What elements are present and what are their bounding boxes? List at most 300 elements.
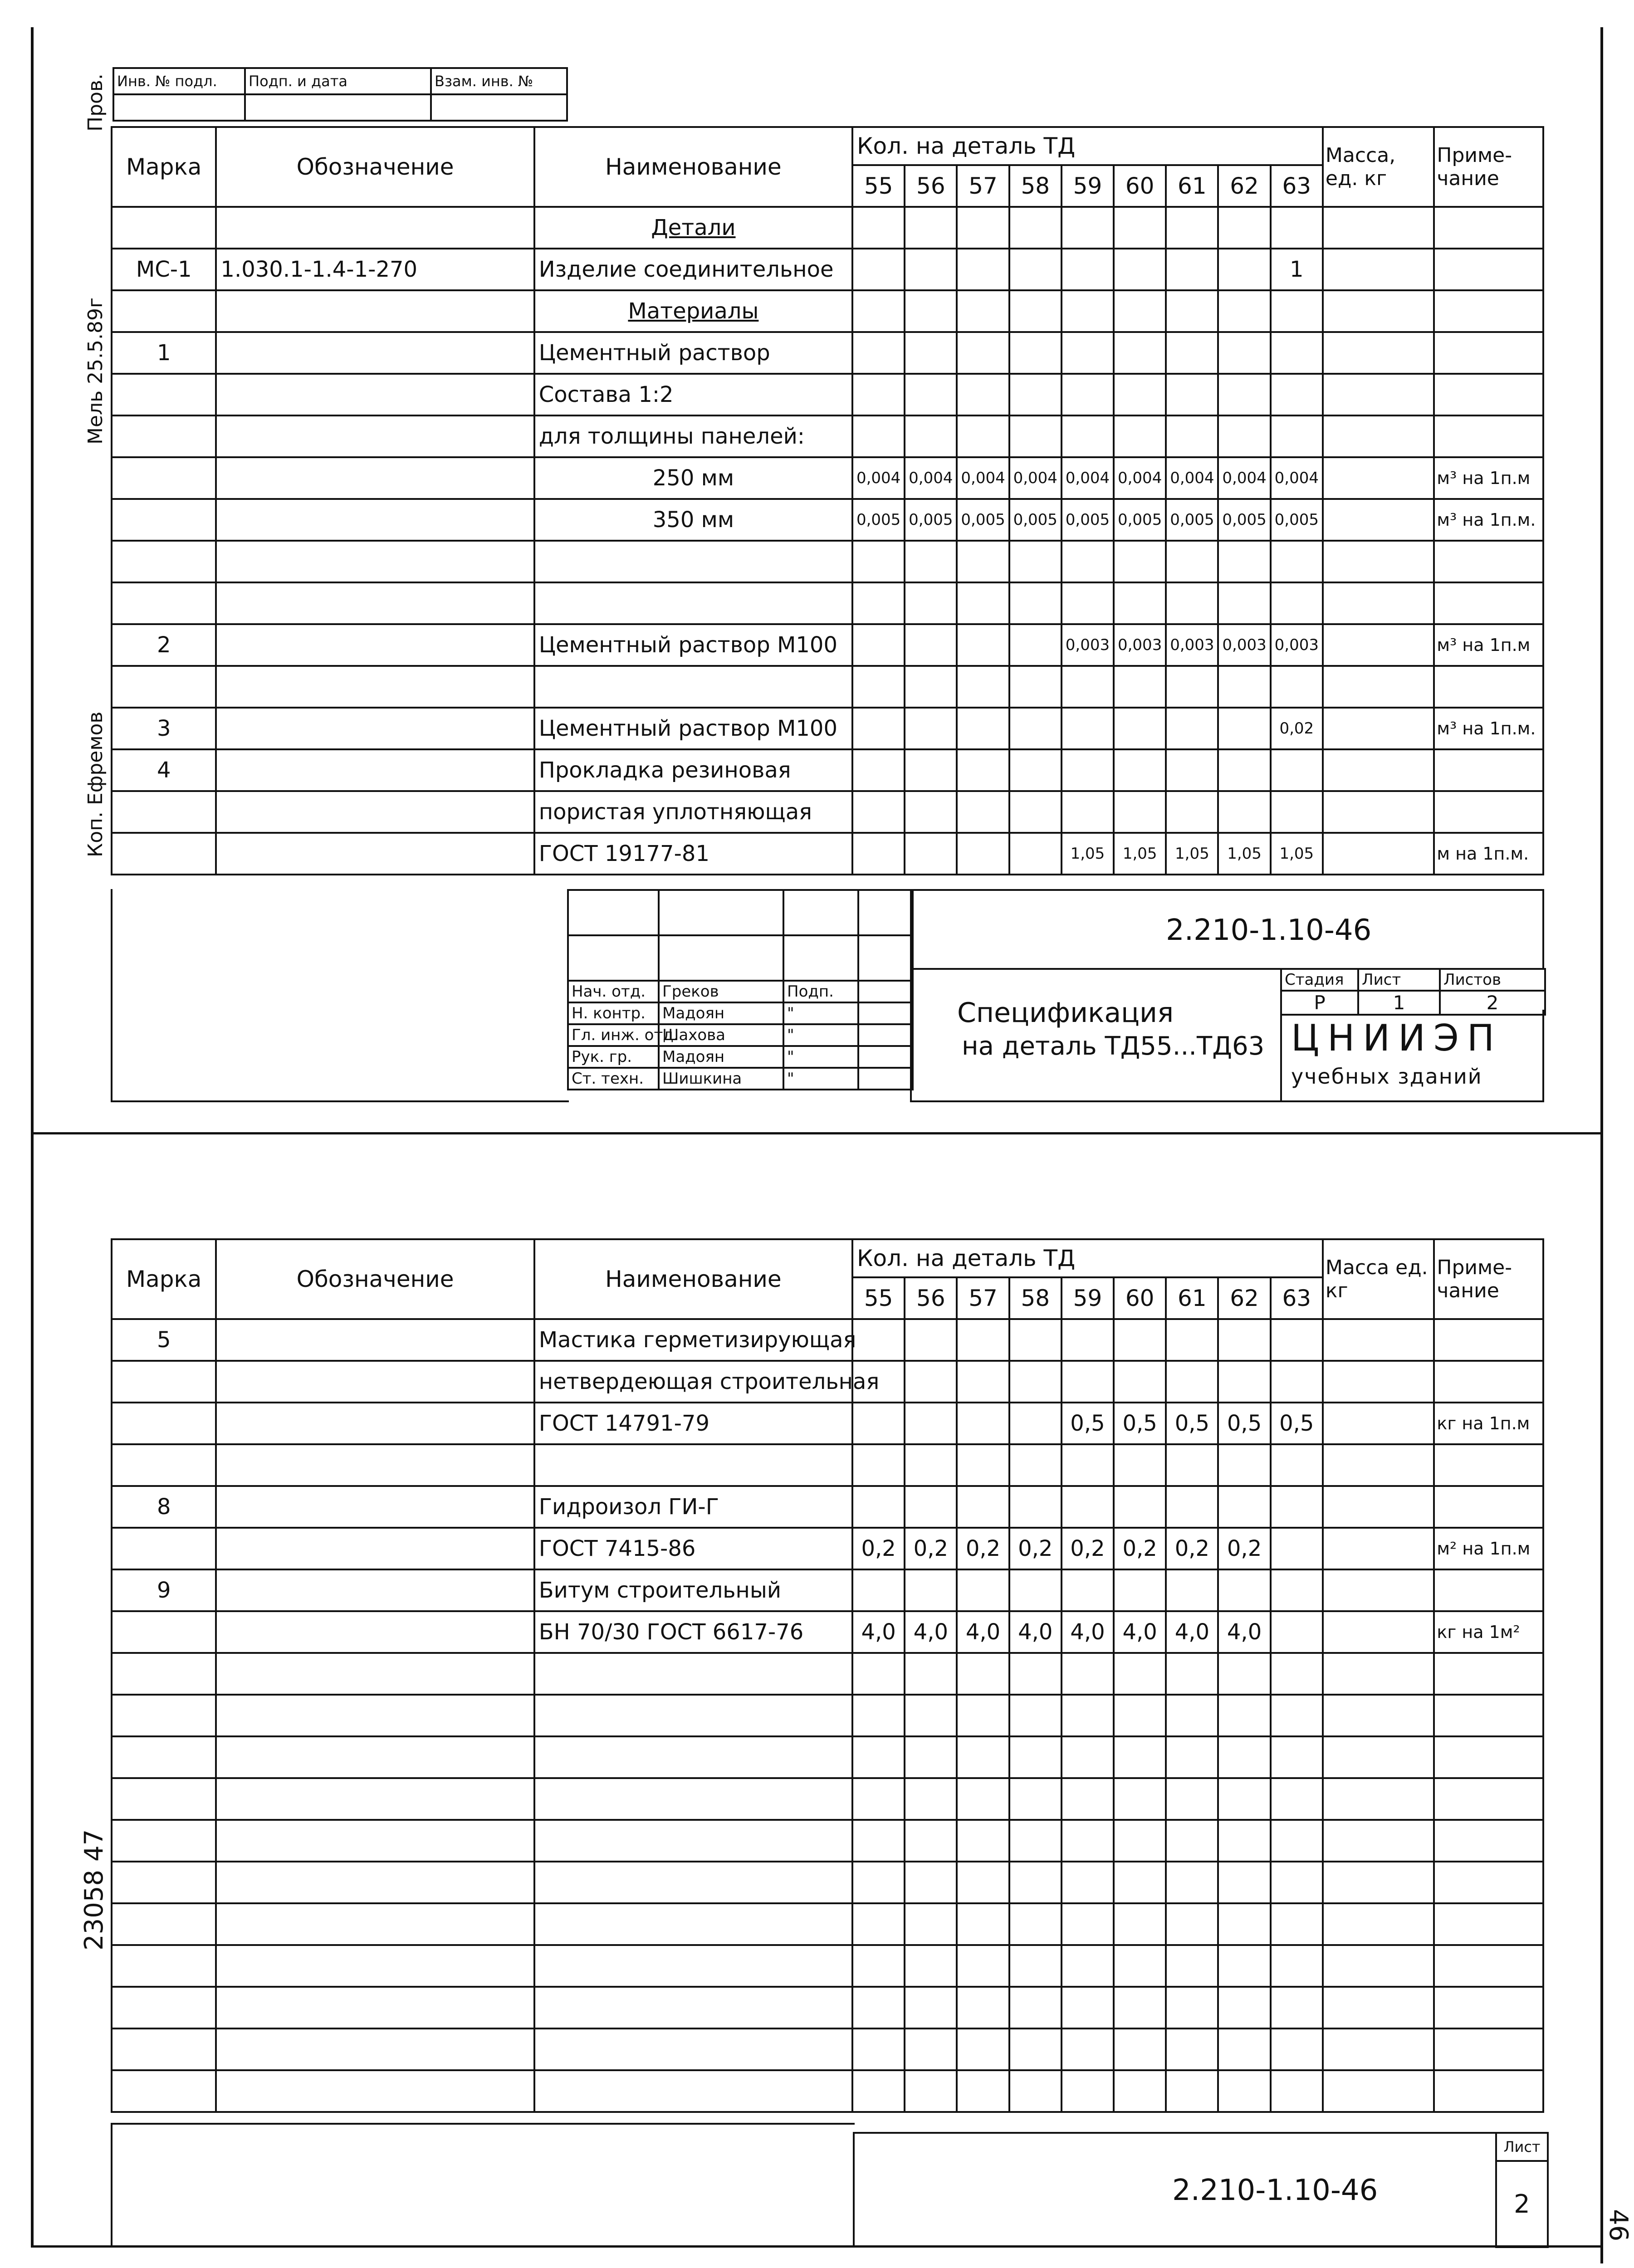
row-qty [1114, 582, 1166, 624]
row-qty [957, 290, 1009, 332]
row-prim: м³ на 1п.м [1434, 457, 1543, 499]
row-qty [905, 749, 957, 791]
stamp-cell [783, 935, 858, 981]
row-qty: 4,0 [905, 1611, 957, 1653]
row-marka [112, 541, 216, 582]
row-prim: м³ на 1п.м. [1434, 499, 1543, 541]
row-qty [905, 1903, 957, 1945]
row-massa [1323, 624, 1434, 666]
row-marka: 9 [112, 1569, 216, 1611]
table-row [112, 791, 1543, 833]
row-prim [1434, 1444, 1543, 1486]
row-naim: Детали [534, 207, 852, 249]
row-qty [905, 1820, 957, 1862]
row-qty [1114, 1862, 1166, 1903]
row-naim [534, 1736, 852, 1778]
header-col-td63: 63 [1271, 165, 1323, 207]
frame-left-line-lower [31, 1132, 34, 2247]
row-qty [1114, 2070, 1166, 2112]
row-qty: 0,005 [1114, 499, 1166, 541]
signer-role: Рук. гр. [568, 1046, 659, 1068]
row-qty [957, 1736, 1009, 1778]
header-marka: Марка [112, 127, 216, 207]
row-marka [112, 1653, 216, 1695]
row-qty [1009, 207, 1062, 249]
row-qty [1062, 1569, 1114, 1611]
row-prim [1434, 1778, 1543, 1820]
row-qty [1114, 1444, 1166, 1486]
row-qty [1271, 332, 1323, 374]
row-naim [534, 1945, 852, 1987]
row-qty [1218, 1945, 1270, 1987]
row-qty: 0,004 [957, 457, 1009, 499]
row-qty [852, 1945, 905, 1987]
row-prim [1434, 1736, 1543, 1778]
row-qty [1009, 1486, 1062, 1528]
sheet1-org-box [1280, 1010, 1544, 1102]
side-label-kop: Коп. Ефремов [84, 711, 107, 857]
row-qty: 0,2 [905, 1528, 957, 1569]
table-row [112, 2028, 1543, 2070]
row-marka: 8 [112, 1486, 216, 1528]
row-qty [1166, 1444, 1218, 1486]
row-qty: 0,2 [852, 1528, 905, 1569]
row-massa [1323, 708, 1434, 749]
row-naim: Мастика герметизирующая [534, 1319, 852, 1361]
row-qty [1009, 1695, 1062, 1736]
row-oboz [216, 1444, 534, 1486]
row-qty [1218, 1319, 1270, 1361]
row-qty: 0,004 [1062, 457, 1114, 499]
row-qty: 0,004 [1166, 457, 1218, 499]
top-stamp-cell [245, 94, 431, 121]
sheet2-doc-code: 2.210-1.10-46 [1172, 2174, 1378, 2207]
row-prim [1434, 2028, 1543, 2070]
row-qty [1218, 708, 1270, 749]
stadia-value: Р [1281, 991, 1358, 1015]
row-prim: м³ на 1п.м [1434, 624, 1543, 666]
row-prim [1434, 2070, 1543, 2112]
org-subname: учебных зданий [1291, 1064, 1482, 1089]
row-prim [1434, 1862, 1543, 1903]
row-naim: Изделие соединительное [534, 249, 852, 290]
row-oboz [216, 1987, 534, 2028]
row-massa [1323, 582, 1434, 624]
table-row [112, 1319, 1543, 1361]
row-qty: 1,05 [1218, 833, 1270, 875]
row-qty [905, 207, 957, 249]
signer-role: Н. контр. [568, 1002, 659, 1024]
row-qty: 0,005 [1166, 499, 1218, 541]
row-qty [957, 1820, 1009, 1862]
signer-name: Мадоян [659, 1002, 783, 1024]
row-qty [905, 1778, 957, 1820]
sheet1-title-line1: Спецификация [957, 997, 1174, 1029]
sheet1-title-box [910, 968, 1282, 1102]
row-qty [1062, 1319, 1114, 1361]
row-naim: для толщины панелей: [534, 415, 852, 457]
row-qty [1166, 1361, 1218, 1403]
header-col-td62: 62 [1218, 1277, 1270, 1319]
row-qty [1114, 1361, 1166, 1403]
top-stamp-podp: Подп. и дата [245, 68, 431, 94]
stamp-cell [783, 890, 858, 935]
table-row [112, 1403, 1543, 1444]
row-qty: 0,005 [1009, 499, 1062, 541]
row-qty [1114, 290, 1166, 332]
row-qty [1166, 1653, 1218, 1695]
row-marka: 2 [112, 624, 216, 666]
row-naim: Цементный раствор [534, 332, 852, 374]
row-naim: Битум строительный [534, 1569, 852, 1611]
row-qty [1166, 1862, 1218, 1903]
row-qty [1009, 1444, 1062, 1486]
row-qty [1271, 1653, 1323, 1695]
row-qty: 1,05 [1114, 833, 1166, 875]
row-qty [1009, 374, 1062, 415]
row-qty [1009, 708, 1062, 749]
signer-date [858, 1002, 913, 1024]
row-oboz [216, 624, 534, 666]
row-qty [957, 1653, 1009, 1695]
row-oboz [216, 1528, 534, 1569]
row-qty [1271, 1319, 1323, 1361]
row-qty [957, 624, 1009, 666]
row-marka [112, 1820, 216, 1862]
row-qty [1271, 1361, 1323, 1403]
row-prim [1434, 1569, 1543, 1611]
row-oboz [216, 791, 534, 833]
table-row [112, 1569, 1543, 1611]
row-qty [1114, 666, 1166, 708]
row-marka [112, 1987, 216, 2028]
row-qty [957, 415, 1009, 457]
header-naim: Наименование [534, 127, 852, 207]
row-qty [852, 207, 905, 249]
row-marka: 5 [112, 1319, 216, 1361]
row-qty: 0,5 [1114, 1403, 1166, 1444]
row-qty [905, 2070, 957, 2112]
row-qty [957, 582, 1009, 624]
row-qty [1009, 1319, 1062, 1361]
row-naim: ГОСТ 7415-86 [534, 1528, 852, 1569]
row-qty [957, 249, 1009, 290]
row-oboz [216, 1611, 534, 1653]
row-qty: 1,05 [1271, 833, 1323, 875]
row-prim [1434, 249, 1543, 290]
row-qty [905, 541, 957, 582]
row-qty [852, 1862, 905, 1903]
row-prim [1434, 1486, 1543, 1528]
table-row [112, 1820, 1543, 1862]
table-row [112, 415, 1543, 457]
header-prim: Приме- чание [1434, 127, 1543, 207]
row-qty [1218, 1569, 1270, 1611]
row-qty [1062, 1361, 1114, 1403]
row-qty [852, 582, 905, 624]
row-massa [1323, 749, 1434, 791]
row-qty [905, 1695, 957, 1736]
row-marka [112, 499, 216, 541]
row-marka: 4 [112, 749, 216, 791]
row-qty [1062, 666, 1114, 708]
row-qty [1218, 1820, 1270, 1862]
row-qty [1009, 415, 1062, 457]
row-oboz [216, 1903, 534, 1945]
row-massa [1323, 666, 1434, 708]
header-col-td61: 61 [1166, 165, 1218, 207]
row-qty [1271, 1486, 1323, 1528]
row-massa [1323, 207, 1434, 249]
row-qty [1062, 1987, 1114, 2028]
signer-date [858, 1024, 913, 1046]
row-massa [1323, 2070, 1434, 2112]
row-oboz [216, 207, 534, 249]
row-naim: ГОСТ 19177-81 [534, 833, 852, 875]
row-qty: 0,004 [905, 457, 957, 499]
row-naim: Цементный раствор М100 [534, 624, 852, 666]
row-qty [1218, 332, 1270, 374]
row-qty: 4,0 [1166, 1611, 1218, 1653]
row-prim: м на 1п.м. [1434, 833, 1543, 875]
table-row [112, 582, 1543, 624]
header-kol: Кол. на деталь ТД [852, 127, 1323, 165]
row-qty [905, 1736, 957, 1778]
row-prim [1434, 582, 1543, 624]
header-col-td62: 62 [1218, 165, 1270, 207]
row-qty [1218, 666, 1270, 708]
row-qty [1062, 791, 1114, 833]
row-qty [852, 1903, 905, 1945]
row-qty [1218, 207, 1270, 249]
row-qty [1271, 1611, 1323, 1653]
row-qty [1271, 541, 1323, 582]
row-qty [1166, 1695, 1218, 1736]
row-qty [852, 833, 905, 875]
row-qty: 0,2 [1009, 1528, 1062, 1569]
row-qty [1271, 1444, 1323, 1486]
row-qty [905, 1403, 957, 1444]
sheet-divider-line [31, 1132, 1603, 1134]
signer-date [858, 1046, 913, 1068]
row-qty [957, 1569, 1009, 1611]
row-qty: 0,005 [1218, 499, 1270, 541]
row-naim [534, 1778, 852, 1820]
table-row [112, 833, 1543, 875]
row-prim: кг на 1п.м [1434, 1403, 1543, 1444]
row-qty: 0,004 [1009, 457, 1062, 499]
row-marka [112, 1695, 216, 1736]
row-qty [852, 708, 905, 749]
sheet1-signers-stamp [567, 889, 914, 1090]
row-qty [1218, 2070, 1270, 2112]
row-qty [1166, 1569, 1218, 1611]
row-qty [1166, 749, 1218, 791]
row-naim [534, 1695, 852, 1736]
row-qty [957, 1778, 1009, 1820]
signer-sign: " [783, 1068, 858, 1090]
row-qty [957, 541, 1009, 582]
row-qty [1114, 249, 1166, 290]
row-qty [1166, 249, 1218, 290]
row-qty [1271, 290, 1323, 332]
row-qty [957, 207, 1009, 249]
row-naim [534, 2070, 852, 2112]
row-oboz [216, 1695, 534, 1736]
row-massa [1323, 541, 1434, 582]
table-row [112, 332, 1543, 374]
row-prim [1434, 1987, 1543, 2028]
row-qty [852, 374, 905, 415]
row-qty [1218, 1736, 1270, 1778]
row-qty [1114, 791, 1166, 833]
row-qty [1062, 2028, 1114, 2070]
row-qty: 4,0 [957, 1611, 1009, 1653]
row-oboz [216, 708, 534, 749]
header-oboz: Обозначение [216, 127, 534, 207]
row-qty [1009, 249, 1062, 290]
row-qty [1009, 290, 1062, 332]
row-qty [1271, 207, 1323, 249]
row-qty [1271, 1987, 1323, 2028]
row-naim: Состава 1:2 [534, 374, 852, 415]
top-stamp-inv: Инв. № подл. [113, 68, 245, 94]
row-oboz [216, 457, 534, 499]
table-row [112, 666, 1543, 708]
row-naim: Цементный раствор М100 [534, 708, 852, 749]
row-naim: Материалы [534, 290, 852, 332]
row-oboz [216, 1862, 534, 1903]
signer-name: Мадоян [659, 1046, 783, 1068]
row-qty [1062, 1945, 1114, 1987]
row-qty [905, 415, 957, 457]
row-qty [1271, 1778, 1323, 1820]
row-massa [1323, 1403, 1434, 1444]
row-qty [1062, 1862, 1114, 1903]
row-qty [1166, 207, 1218, 249]
header-col-td59: 59 [1062, 1277, 1114, 1319]
row-qty [957, 374, 1009, 415]
row-marka [112, 1611, 216, 1653]
row-qty [1166, 582, 1218, 624]
row-qty [1062, 1736, 1114, 1778]
row-qty [1009, 1736, 1062, 1778]
row-qty [1218, 249, 1270, 290]
row-qty [1114, 374, 1166, 415]
row-qty [1114, 1569, 1166, 1611]
row-qty [1218, 2028, 1270, 2070]
row-qty [905, 1987, 957, 2028]
side-label-date-sign: Мель 25.5.89г [84, 297, 107, 445]
row-qty [1009, 332, 1062, 374]
row-marka [112, 2070, 216, 2112]
list-header: Лист [1358, 969, 1440, 991]
row-qty [1009, 2070, 1062, 2112]
row-qty [852, 1486, 905, 1528]
listov-header: Листов [1440, 969, 1545, 991]
row-qty [1166, 374, 1218, 415]
row-qty [1166, 1987, 1218, 2028]
row-qty [1009, 1569, 1062, 1611]
table-row [112, 1653, 1543, 1695]
signer-sign: " [783, 1046, 858, 1068]
stamp-cell [568, 935, 659, 981]
row-qty [905, 1361, 957, 1403]
row-prim [1434, 1695, 1543, 1736]
row-oboz [216, 290, 534, 332]
top-stamp-vzam: Взам. инв. № [431, 68, 567, 94]
row-prim [1434, 207, 1543, 249]
row-qty [852, 1695, 905, 1736]
row-marka [112, 666, 216, 708]
row-qty [852, 1319, 905, 1361]
row-qty [1009, 541, 1062, 582]
row-qty [1218, 1903, 1270, 1945]
row-qty: 4,0 [1114, 1611, 1166, 1653]
row-qty [957, 1987, 1009, 2028]
row-qty: 0,5 [1062, 1403, 1114, 1444]
row-massa [1323, 499, 1434, 541]
table-row [112, 374, 1543, 415]
row-oboz [216, 541, 534, 582]
row-qty [905, 582, 957, 624]
row-qty [905, 374, 957, 415]
header-col-td59: 59 [1062, 165, 1114, 207]
frame-right-line [1600, 27, 1603, 2263]
row-qty [1062, 332, 1114, 374]
row-qty [957, 666, 1009, 708]
row-qty [1009, 1987, 1062, 2028]
sheet2-list-header: Лист [1496, 2133, 1548, 2161]
row-qty [1166, 415, 1218, 457]
signer-row [568, 1046, 913, 1068]
row-qty [1114, 207, 1166, 249]
row-qty [1218, 374, 1270, 415]
row-qty [852, 1778, 905, 1820]
row-qty [905, 833, 957, 875]
row-qty [1009, 1653, 1062, 1695]
row-qty [1271, 2028, 1323, 2070]
row-qty: 4,0 [1062, 1611, 1114, 1653]
row-naim [534, 1444, 852, 1486]
table-row [112, 1695, 1543, 1736]
row-qty [1271, 374, 1323, 415]
stamp-cell [858, 935, 913, 981]
row-qty [1166, 1945, 1218, 1987]
row-qty [1218, 1486, 1270, 1528]
header-col-td60: 60 [1114, 1277, 1166, 1319]
row-massa [1323, 1528, 1434, 1569]
row-qty: 4,0 [1009, 1611, 1062, 1653]
row-massa [1323, 1653, 1434, 1695]
row-prim [1434, 749, 1543, 791]
row-qty [1218, 1778, 1270, 1820]
row-qty [852, 1820, 905, 1862]
row-prim [1434, 1319, 1543, 1361]
row-oboz [216, 582, 534, 624]
row-qty: 1 [1271, 249, 1323, 290]
row-qty [1218, 1987, 1270, 2028]
row-qty [1062, 541, 1114, 582]
row-qty: 0,02 [1271, 708, 1323, 749]
row-qty [1009, 1945, 1062, 1987]
row-qty: 0,2 [957, 1528, 1009, 1569]
row-massa [1323, 457, 1434, 499]
top-stamp-cell [113, 94, 245, 121]
row-naim: Гидроизол ГИ-Г [534, 1486, 852, 1528]
row-qty [1062, 1820, 1114, 1862]
row-qty [1271, 1695, 1323, 1736]
